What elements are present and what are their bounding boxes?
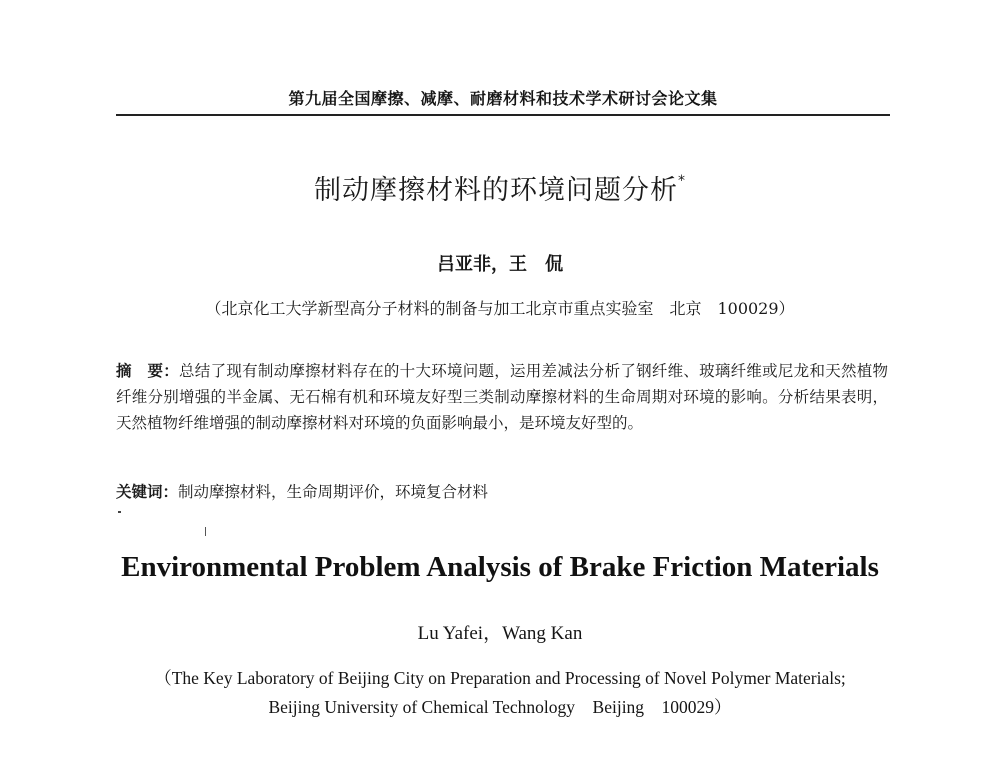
title-footnote-mark: * (678, 173, 686, 189)
english-affiliation-line: （The Key Laboratory of Beijing City on Preparation and Processing of Novel Polymer Materials; (154, 668, 846, 688)
chinese-authors: 吕亚非，王 侃 (437, 254, 563, 275)
abstract-label: 摘 要： (116, 361, 180, 380)
english-title: Environmental Problem Analysis of Brake Friction Materials (121, 551, 879, 583)
english-affiliation-line: Beijing University of Chemical Technology Beijing 100029） (268, 697, 732, 717)
cut-off-text-line (116, 752, 888, 760)
scan-artifact (118, 511, 121, 513)
english-affiliation (0, 664, 1000, 722)
chinese-affiliation: （北京化工大学新型高分子材料的制备与加工北京市重点实验室 北京 100029） (205, 299, 795, 318)
chinese-title (0, 168, 1000, 207)
english-authors: Lu Yafei，Wang Kan (417, 623, 583, 644)
abstract-text: 总结了现有制动摩擦材料存在的十大环境问题，运用差减法分析了钢纤维、玻璃纤维或尼龙和天然植物纤维分别增强的半金属、无石棉有机和环境友好型三类制动摩擦材料的生命周期对环境的影响。分析结果表明，天然植物纤维增强的制动摩擦材料对环境的负面影响最小，是环境友好型的。 (116, 362, 888, 432)
chinese-abstract (116, 358, 888, 436)
chinese-keywords (116, 480, 888, 502)
chinese-title-text: 制动摩擦材料的环境问题分析 (314, 175, 678, 206)
scan-artifact (205, 527, 206, 536)
keywords-text: 制动摩擦材料，生命周期评价，环境复合材料 (178, 483, 489, 501)
running-head: 第九届全国摩擦、减摩、耐磨材料和技术学术研讨会论文集 (288, 89, 718, 108)
header-rule (116, 114, 890, 116)
keywords-label: 关键词： (116, 482, 179, 501)
